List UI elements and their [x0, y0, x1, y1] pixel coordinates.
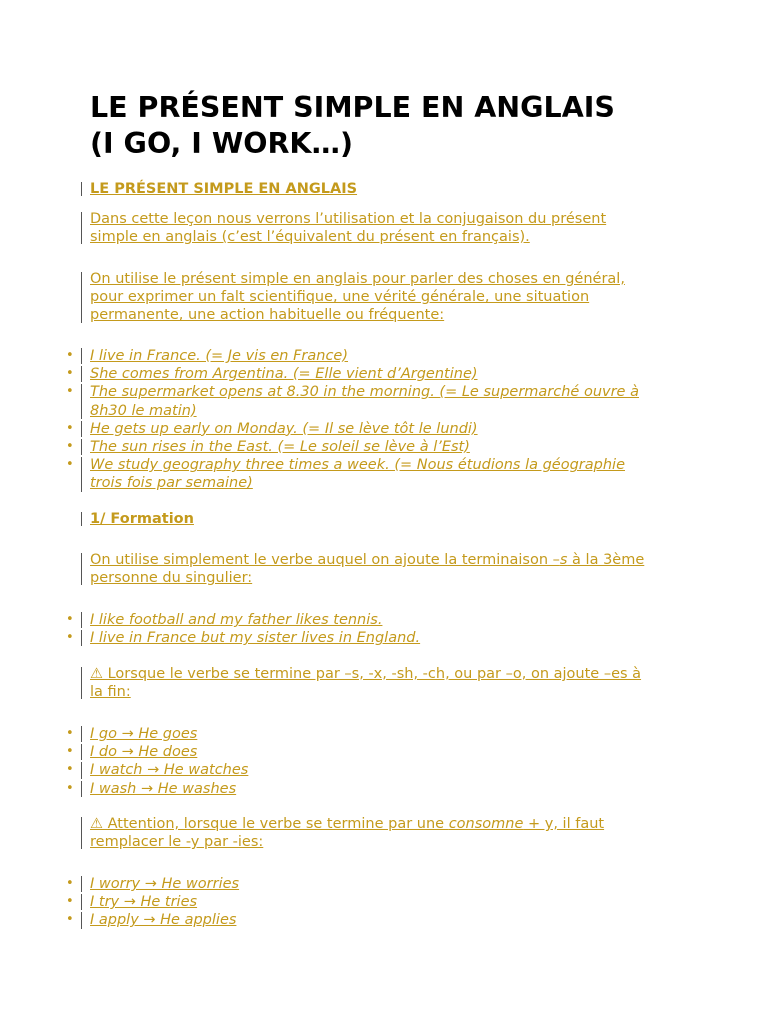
- section-heading[interactable]: [90, 180, 680, 198]
- list-item-text[interactable]: I watch → He watches: [90, 762, 249, 779]
- formation-heading[interactable]: [90, 510, 680, 528]
- bullet-icon: •: [66, 420, 74, 436]
- margin-bar: [81, 212, 82, 244]
- list-item-text[interactable]: I try → He tries: [90, 894, 198, 911]
- list-item[interactable]: [66, 611, 680, 629]
- bullet-icon: •: [66, 780, 74, 796]
- list-item[interactable]: [66, 893, 680, 911]
- list-item-text-cont[interactable]: 8h30 le matin): [90, 402, 197, 419]
- margin-bar: [81, 553, 82, 585]
- formation-line-1-suffix: s: [559, 552, 568, 568]
- bullet-icon: •: [66, 630, 74, 646]
- bullet-icon: •: [66, 457, 74, 473]
- rule-es-line-2[interactable]: la fin:: [90, 684, 131, 701]
- list-item-text[interactable]: She comes from Argentina. (= Elle vient d’Argentine): [90, 366, 478, 383]
- margin-bar: [81, 182, 82, 196]
- bullet-icon: •: [66, 912, 74, 928]
- intro-line-1[interactable]: Dans cette leçon nous verrons l’utilisation et la conjugaison du présent: [90, 211, 607, 227]
- examples-list-4: [66, 875, 680, 930]
- margin-bar: [81, 272, 82, 323]
- examples-list-3: [66, 725, 680, 798]
- margin-bar: [81, 439, 82, 455]
- list-item-text[interactable]: I go → He goes: [90, 726, 198, 742]
- bullet-icon: •: [66, 439, 74, 455]
- list-item[interactable]: [66, 347, 680, 365]
- list-item[interactable]: [66, 629, 680, 647]
- margin-bar: [81, 726, 82, 742]
- formation-line-1[interactable]: [90, 551, 680, 569]
- rule-ies-line-1-em: consomne: [448, 816, 524, 832]
- margin-bar: [81, 612, 82, 628]
- formation-line-2[interactable]: personne du singulier:: [90, 570, 253, 587]
- list-item-text[interactable]: I do → He does: [90, 744, 198, 761]
- list-item[interactable]: [66, 875, 680, 893]
- list-item[interactable]: [66, 456, 680, 492]
- list-item-text[interactable]: I live in France. (= Je vis en France): [90, 348, 349, 364]
- list-item-text[interactable]: We study geography three times a week. (= Nous étudions la géographie: [90, 457, 625, 474]
- intro-line-2[interactable]: simple en anglais (c’est l’équivalent du présent en français).: [90, 229, 530, 246]
- page-title-line2: (I GO, I WORK…): [90, 127, 354, 160]
- list-item-text[interactable]: The sun rises in the East. (= Le soleil se lève à l’Est): [90, 439, 470, 456]
- usage-line-3[interactable]: permanente, une action habituelle ou fréquente:: [90, 307, 445, 324]
- formation-paragraph[interactable]: [90, 551, 680, 587]
- margin-bar: [81, 630, 82, 646]
- bullet-icon: •: [66, 894, 74, 910]
- margin-bar: [81, 512, 82, 526]
- formation-line-1-a: On utilise simplement le verbe auquel on ajoute la terminaison –: [90, 552, 560, 568]
- bullet-icon: •: [66, 384, 74, 400]
- formation-line-1-b: à la 3ème: [567, 552, 645, 568]
- rule-ies-line-1[interactable]: [90, 815, 680, 833]
- list-item[interactable]: [66, 725, 680, 743]
- section-heading-text[interactable]: LE PRÉSENT SIMPLE EN ANGLAIS: [90, 181, 358, 197]
- list-item-text-cont[interactable]: trois fois par semaine): [90, 475, 253, 492]
- margin-bar: [81, 744, 82, 760]
- rule-es-line-1[interactable]: ⚠ Lorsque le verbe se termine par –s, -x, -sh, -ch, ou par –o, on ajoute –es à: [90, 666, 642, 682]
- margin-bar: [81, 366, 82, 382]
- rule-ies-line-1-b: + y, il faut: [523, 816, 605, 832]
- examples-list-2: [66, 611, 680, 647]
- margin-bar: [81, 348, 82, 364]
- rule-es-paragraph[interactable]: [90, 665, 680, 701]
- margin-bar: [81, 817, 82, 849]
- margin-bar: [81, 667, 82, 699]
- bullet-icon: •: [66, 726, 74, 741]
- list-item[interactable]: [66, 365, 680, 383]
- bullet-icon: •: [66, 762, 74, 778]
- list-item[interactable]: [66, 911, 680, 929]
- bullet-icon: •: [66, 744, 74, 760]
- margin-bar: [81, 457, 82, 491]
- bullet-icon: •: [66, 366, 74, 382]
- list-item[interactable]: [66, 383, 680, 419]
- margin-bar: [81, 912, 82, 928]
- usage-line-2[interactable]: pour exprimer un falt scientifique, une vérité générale, une situation: [90, 289, 590, 306]
- bullet-icon: •: [66, 348, 74, 363]
- rule-ies-paragraph[interactable]: [90, 815, 680, 851]
- margin-bar: [81, 894, 82, 910]
- usage-paragraph[interactable]: [90, 270, 680, 325]
- list-item-text[interactable]: I apply → He applies: [90, 912, 237, 929]
- rule-ies-line-1-a: ⚠ Attention, lorsque le verbe se termine par une: [90, 816, 449, 832]
- list-item-text[interactable]: I live in France but my sister lives in England.: [90, 630, 421, 647]
- bullet-icon: •: [66, 876, 74, 891]
- bullet-icon: •: [66, 612, 74, 627]
- list-item[interactable]: [66, 438, 680, 456]
- list-item[interactable]: [66, 780, 680, 798]
- margin-bar: [81, 762, 82, 778]
- page-title: [90, 90, 690, 162]
- formation-heading-text[interactable]: 1/ Formation: [90, 511, 194, 527]
- margin-bar: [81, 781, 82, 797]
- examples-list-1: [66, 347, 680, 493]
- list-item[interactable]: [66, 761, 680, 779]
- rule-ies-line-2[interactable]: remplacer le -y par -ies:: [90, 834, 264, 851]
- list-item-text[interactable]: I like football and my father likes tennis.: [90, 612, 383, 628]
- page-title-line1: LE PRÉSENT SIMPLE EN ANGLAIS: [90, 91, 615, 124]
- list-item-text[interactable]: He gets up early on Monday. (= Il se lève tôt le lundi): [90, 420, 478, 437]
- intro-paragraph[interactable]: [90, 210, 680, 246]
- list-item-text[interactable]: I worry → He worries: [90, 876, 240, 892]
- margin-bar: [81, 421, 82, 437]
- list-item-text[interactable]: The supermarket opens at 8.30 in the morning. (= Le supermarché ouvre à: [90, 384, 639, 401]
- margin-bar: [81, 876, 82, 892]
- usage-line-1[interactable]: On utilise le présent simple en anglais pour parler des choses en général,: [90, 271, 625, 287]
- list-item-text[interactable]: I wash → He washes: [90, 780, 237, 797]
- margin-bar: [81, 384, 82, 418]
- list-item[interactable]: [66, 420, 680, 438]
- list-item[interactable]: [66, 743, 680, 761]
